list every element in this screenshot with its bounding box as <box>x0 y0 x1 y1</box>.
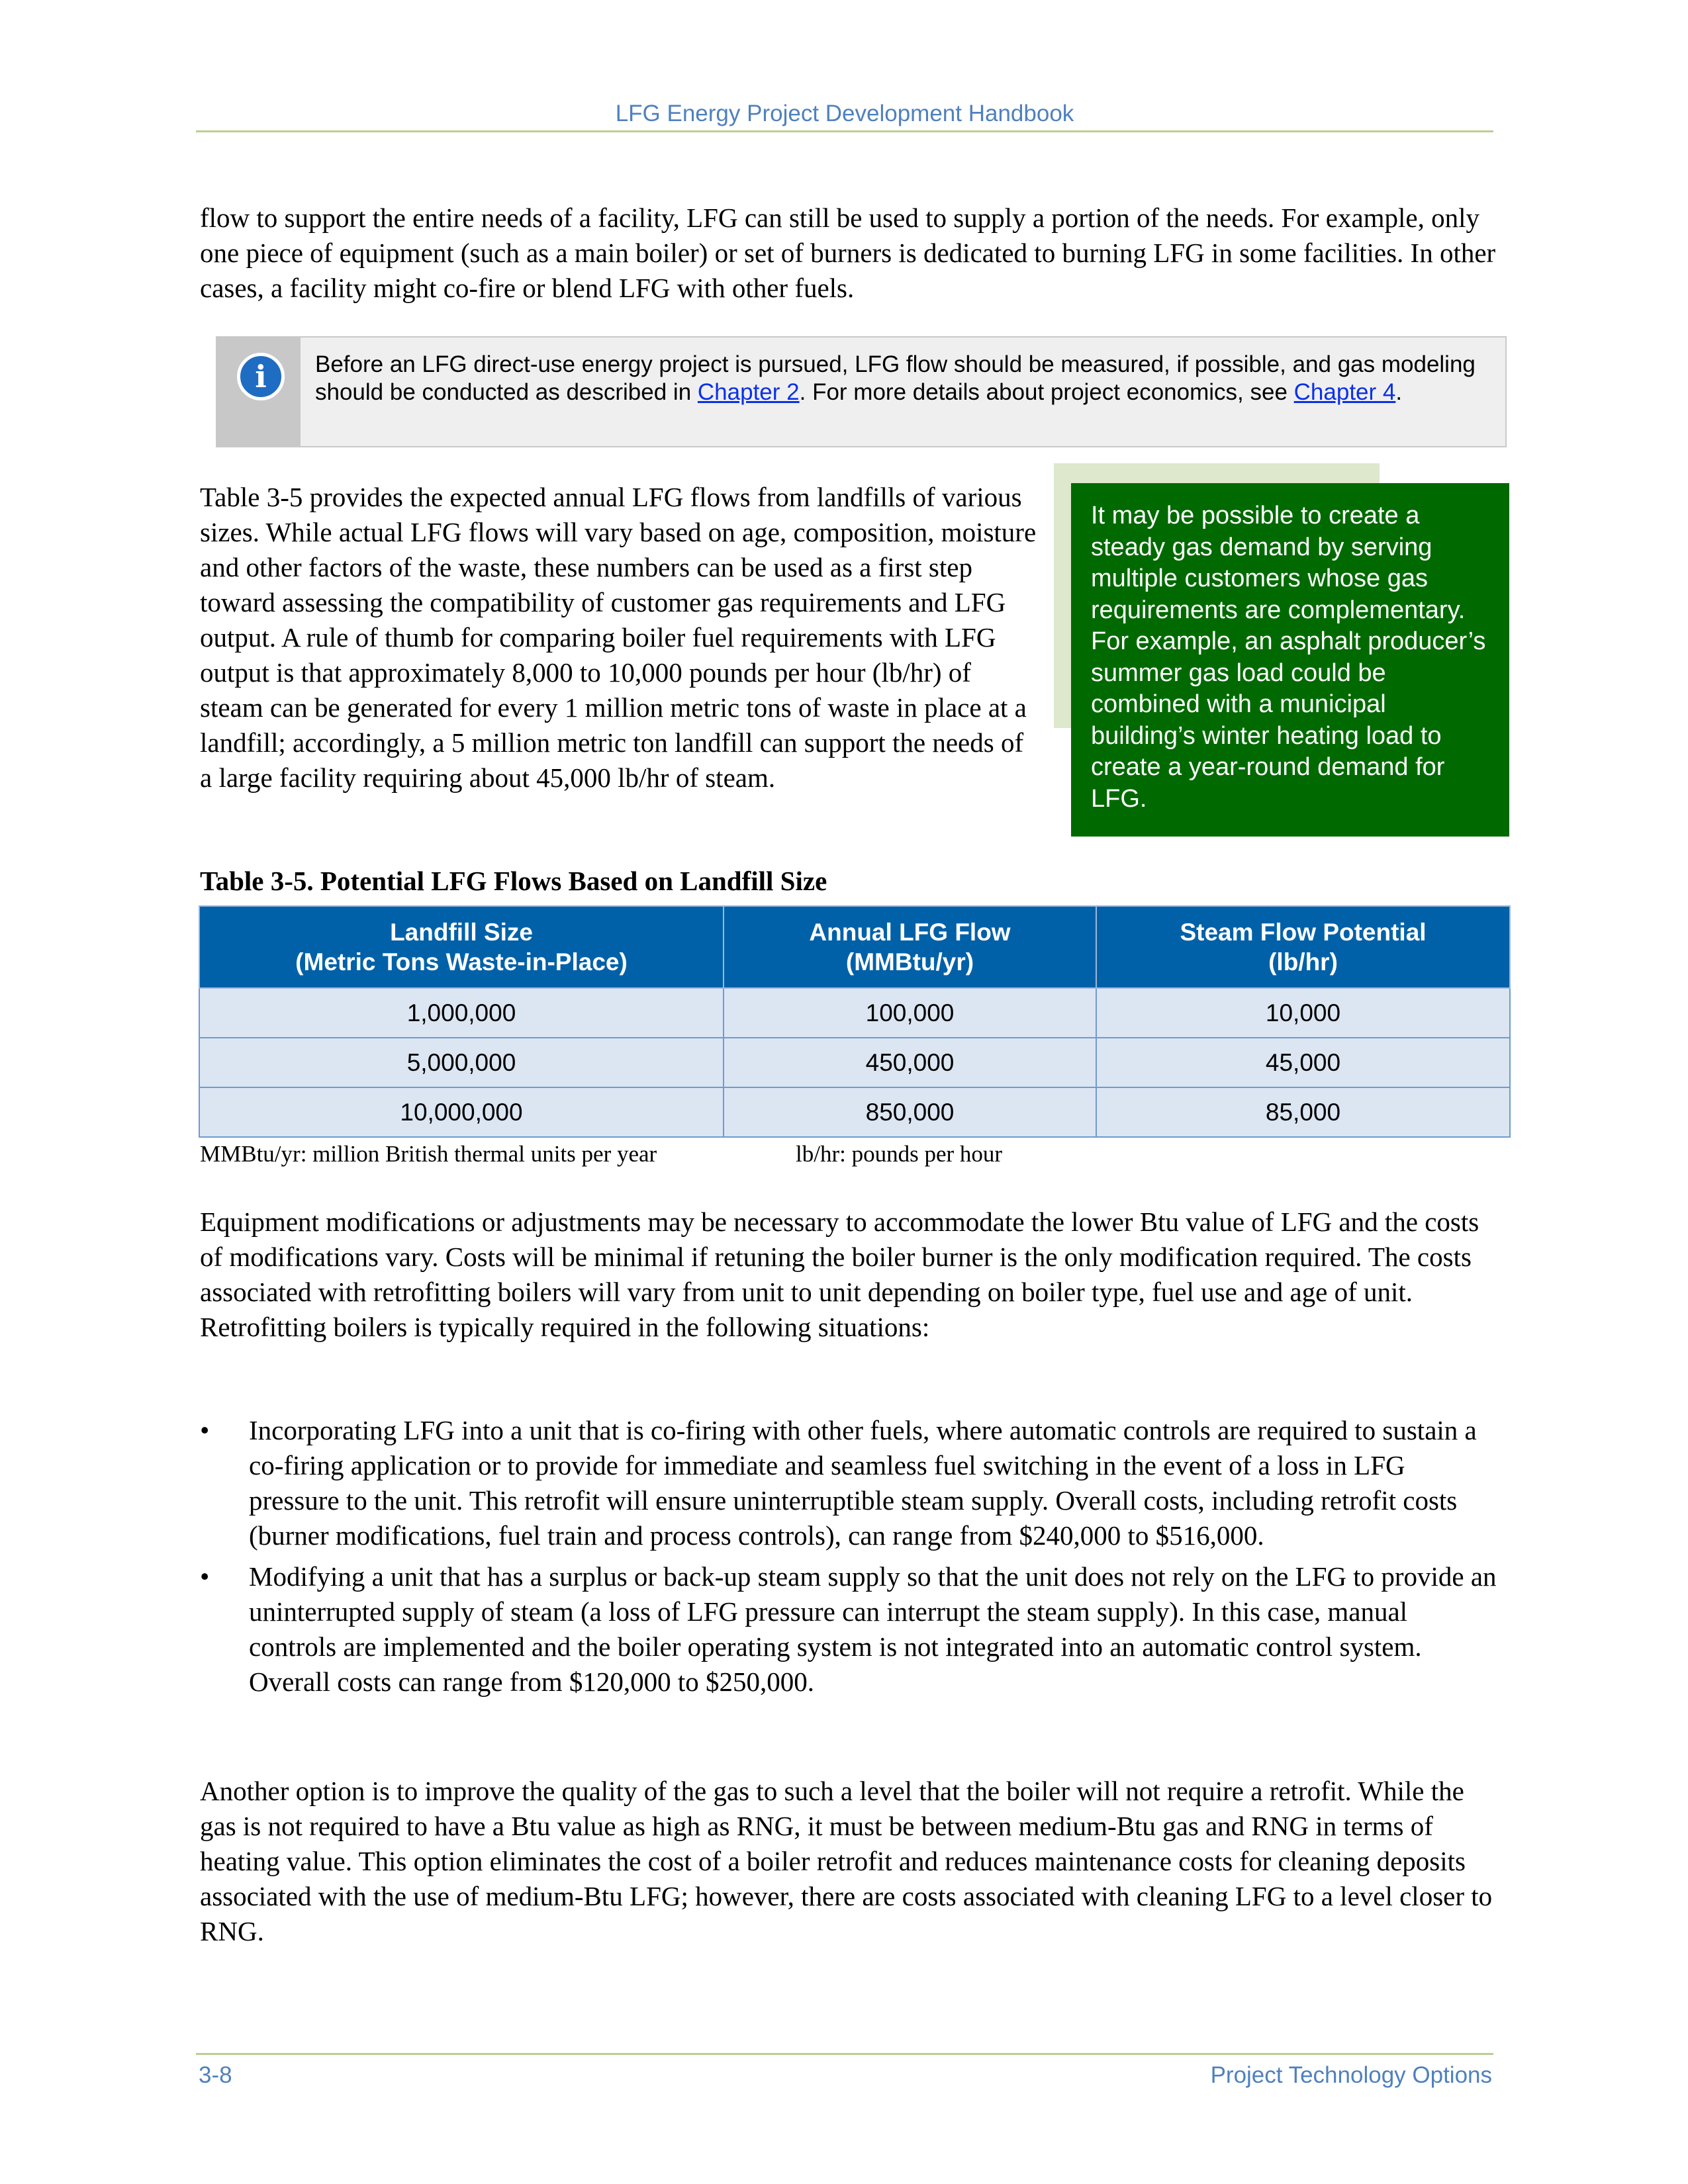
chapter-4-link[interactable]: Chapter 4 <box>1293 379 1396 405</box>
list-item-text: Incorporating LFG into a unit that is co-firing with other fuels, where automatic controls are required to sustain a co-firing application or to provide for immediate and seamless fuel switching in the event of a loss in LFG pressure to the unit. This retrofit will ensure uninterruptible steam supply. Overall costs, including retrofit costs (burner modifications, fuel train and process controls), can range from $240,000 to $516,000. <box>249 1415 1477 1551</box>
table-cell: 10,000 <box>1096 988 1510 1038</box>
info-text-before: Before an LFG direct-use energy project is pursued, LFG flow should be measured, if possible, and gas modeling should be conducted as described in <box>315 351 1476 405</box>
table-cell: 100,000 <box>724 988 1096 1038</box>
retrofit-situations-list <box>200 1413 1497 1706</box>
list-item-text: Modifying a unit that has a surplus or back-up steam supply so that the unit does not rely on the LFG to provide an uninterrupted supply of steam (a loss of LFG pressure can interrupt the steam supply). In this case, manual controls are implemented and the boiler operating system is not integrated into an automatic control system. Overall costs can range from $120,000 to $250,000. <box>249 1561 1497 1697</box>
header-line: Landfill Size <box>390 919 533 946</box>
table-note-mmbtu: MMBtu/yr: million British thermal units per year <box>200 1141 657 1167</box>
column-header-annual-flow <box>724 906 1096 988</box>
footer-rule <box>196 2053 1493 2055</box>
list-item <box>200 1559 1497 1700</box>
chapter-2-link[interactable]: Chapter 2 <box>697 379 800 405</box>
table-cell: 450,000 <box>724 1038 1096 1087</box>
table-header-row <box>199 906 1510 988</box>
lfg-flow-table <box>199 905 1511 1138</box>
modifications-paragraph: Equipment modifications or adjustments may be necessary to accommodate the lower Btu value of LFG and the costs of modifications vary. Costs will be minimal if retuning the boiler burner is the only modification required. The costs associated with retrofitting boilers will vary from unit to unit depending on boiler type, fuel use and age of unit. Retrofitting boilers is typically required in the following situations: <box>200 1206 1479 1342</box>
info-note-box <box>216 336 1507 447</box>
list-item <box>200 1413 1497 1553</box>
info-icon: i <box>237 353 285 400</box>
header-line: Steam Flow Potential <box>1180 919 1427 946</box>
info-text-middle: . For more details about project economics, see <box>799 379 1294 405</box>
column-header-landfill-size <box>199 906 724 988</box>
column-header-steam-flow <box>1096 906 1510 988</box>
header-line: Annual LFG Flow <box>809 919 1011 946</box>
info-note-text <box>315 351 1493 406</box>
table-row <box>199 1038 1510 1087</box>
bullet-icon: • <box>200 1561 210 1592</box>
table-row <box>199 988 1510 1038</box>
table-caption: Table 3-5. Potential LFG Flows Based on Landfill Size <box>200 866 827 896</box>
page-header: LFG Energy Project Development Handbook <box>615 101 1074 126</box>
gas-quality-paragraph: Another option is to improve the quality of the gas to such a level that the boiler will not require a retrofit. While the gas is not required to have a Btu value as high as RNG, it must be between medium-Btu gas and RNG in terms of heating value. This option eliminates the cost of a boiler retrofit and reduces maintenance costs for cleaning deposits associated with the use of medium-Btu LFG; however, there are costs associated with cleaning LFG to a level closer to RNG. <box>200 1776 1493 1946</box>
table-row <box>199 1087 1510 1137</box>
table-note-lbhr: lb/hr: pounds per hour <box>796 1141 1003 1167</box>
table-cell: 10,000,000 <box>199 1087 724 1137</box>
info-strip <box>217 338 301 446</box>
header-line: (lb/hr) <box>1268 948 1338 976</box>
bullet-icon: • <box>200 1415 210 1445</box>
table-cell: 45,000 <box>1096 1038 1510 1087</box>
header-line: (MMBtu/yr) <box>845 948 974 976</box>
table-cell: 5,000,000 <box>199 1038 724 1087</box>
table-cell: 85,000 <box>1096 1087 1510 1137</box>
info-text-after: . <box>1395 379 1403 405</box>
table-cell: 1,000,000 <box>199 988 724 1038</box>
header-rule <box>196 130 1493 132</box>
sidebar-callout: It may be possible to create a steady gas demand by serving multiple customers whose gas requirements are complementary. For example, an asphalt producer’s summer gas load could be combined with a municipal building’s winter heating load to create a year-round demand for LFG. <box>1071 483 1509 837</box>
page-number: 3-8 <box>199 2062 232 2088</box>
header-line: (Metric Tons Waste-in-Place) <box>295 948 628 976</box>
section-name: Project Technology Options <box>1210 2062 1492 2088</box>
flows-paragraph: Table 3-5 provides the expected annual LFG flows from landfills of various sizes. While actual LFG flows will vary based on age, composition, moisture and other factors of the waste, these numbers can be used as a first step toward assessing the compatibility of customer gas requirements and LFG output. A rule of thumb for comparing boiler fuel requirements with LFG output is that approximately 8,000 to 10,000 pounds per hour (lb/hr) of steam can be generated for every 1 million metric tons of waste in place at a landfill; accordingly, a 5 million metric ton landfill can support the needs of a large facility requiring about 45,000 lb/hr of steam. <box>200 482 1037 793</box>
table-cell: 850,000 <box>724 1087 1096 1137</box>
intro-paragraph: flow to support the entire needs of a facility, LFG can still be used to supply a portion of the needs. For example, only one piece of equipment (such as a main boiler) or set of burners is dedicated to burning LFG in some facilities. In other cases, a facility might co-fire or blend LFG with other fuels. <box>200 203 1496 303</box>
